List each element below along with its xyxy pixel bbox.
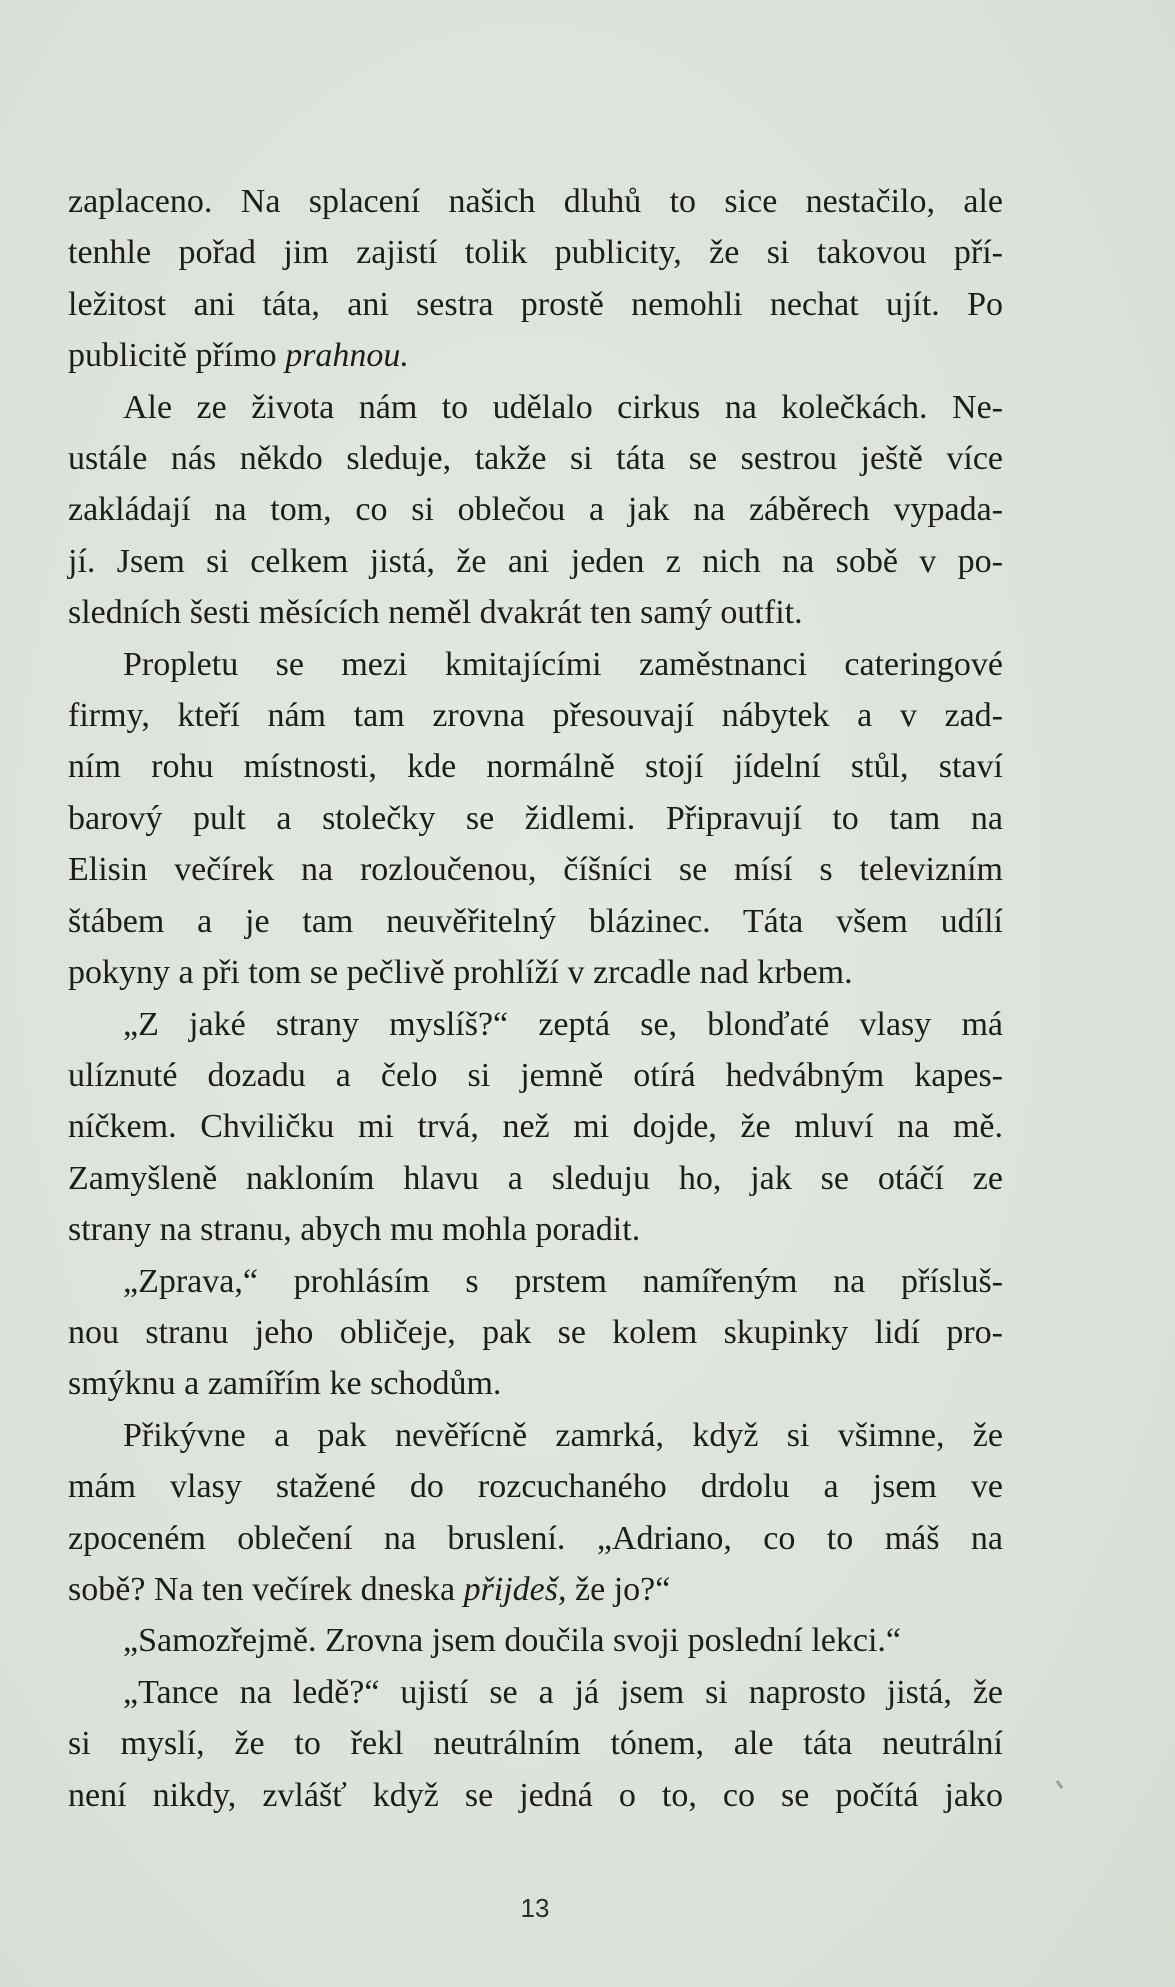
- text-line: sledních šesti měsících neměl dvakrát ten samý outfit.: [68, 594, 803, 632]
- text-line: smýknu a zamířím ke schodům.: [68, 1365, 502, 1403]
- paragraph: [68, 1256, 1003, 1410]
- text-fragment: sobě? Na ten večírek dneska: [68, 1570, 464, 1608]
- text-line: tenhle pořad jim zajistí tolik publicity, že si takovou pří-: [68, 234, 1003, 272]
- text-line: Ale ze života nám to udělalo cirkus na kolečkách. Ne-: [123, 388, 1003, 426]
- text-line: nou stranu jeho obličeje, pak se kolem skupinky lidí pro-: [68, 1313, 1003, 1351]
- paragraph: [68, 1667, 1003, 1821]
- text-line: níčkem. Chviličku mi trvá, než mi dojde, že mluví na mě.: [68, 1108, 1003, 1146]
- text-line: mám vlasy stažené do rozcuchaného drdolu a jsem ve: [68, 1468, 1003, 1506]
- text-line: „Z jaké strany myslíš?“ zeptá se, blonďaté vlasy má: [123, 1005, 1003, 1043]
- paragraph: [68, 176, 1003, 382]
- text-line: není nikdy, zvlášť když se jedná o to, co se počítá jako: [68, 1776, 1003, 1814]
- text-line: ustále nás někdo sleduje, takže si táta se sestrou ještě více: [68, 440, 1003, 478]
- text-line: barový pult a stolečky se židlemi. Připravují to tam na: [68, 799, 1003, 837]
- paragraph: [68, 1615, 1003, 1666]
- text-line: Zamyšleně nakloním hlavu a sleduju ho, jak se otáčí ze: [68, 1159, 1003, 1197]
- text-line: „Zprava,“ prohlásím s prstem namířeným na přísluš-: [123, 1262, 1003, 1300]
- italic-text: prahnou.: [285, 337, 409, 375]
- text-line: „Samozřejmě. Zrovna jsem doučila svoji poslední lekci.“: [123, 1622, 901, 1660]
- paragraph: [68, 639, 1003, 999]
- body-text: [68, 176, 1003, 1821]
- text-line: ulíznuté dozadu a čelo si jemně otírá hedvábným kapes-: [68, 1056, 1003, 1094]
- text-line: strany na stranu, abych mu mohla poradit.: [68, 1211, 641, 1249]
- italic-text: přijdeš,: [463, 1570, 567, 1608]
- text-fragment: publicitě přímo: [68, 337, 286, 375]
- text-line: zpoceném oblečení na bruslení. „Adriano, co to máš na: [68, 1519, 1003, 1557]
- text-line: firmy, kteří nám tam zrovna přesouvají nábytek a v zad-: [68, 697, 1003, 735]
- text-line: zaplaceno. Na splacení našich dluhů to sice nestačilo, ale: [68, 183, 1003, 220]
- text-line: Propletu se mezi kmitajícími zaměstnanci cateringové: [123, 645, 1003, 683]
- text-fragment: že jo?“: [566, 1570, 671, 1608]
- margin-mark: [1056, 1780, 1064, 1789]
- text-line: jí. Jsem si celkem jistá, že ani jeden z nich na sobě v po-: [68, 542, 1003, 580]
- text-line: štábem a je tam neuvěřitelný blázinec. Táta všem udílí: [68, 902, 1003, 940]
- page-number: 13: [520, 1893, 550, 1923]
- text-line: ním rohu místnosti, kde normálně stojí jídelní stůl, staví: [68, 748, 1003, 786]
- text-line: pokyny a při tom se pečlivě prohlíží v zrcadle nad krbem.: [68, 954, 853, 992]
- text-line: „Tance na ledě?“ ujistí se a já jsem si naprosto jistá, že: [123, 1673, 1003, 1711]
- paragraph: [68, 382, 1003, 639]
- text-line: Přikývne a pak nevěřícně zamrká, když si všimne, že: [123, 1416, 1003, 1454]
- text-line: zakládají na tom, co si oblečou a jak na záběrech vypada-: [68, 491, 1003, 529]
- text-line: [68, 330, 1003, 381]
- paragraph: [68, 1410, 1003, 1616]
- paragraph: [68, 999, 1003, 1256]
- text-line: si myslí, že to řekl neutrálním tónem, ale táta neutrální: [68, 1725, 1003, 1763]
- text-line: ležitost ani táta, ani sestra prostě nemohli nechat ujít. Po: [68, 285, 1003, 323]
- text-line: [68, 1564, 1003, 1615]
- text-line: Elisin večírek na rozloučenou, číšníci se mísí s televizním: [68, 851, 1003, 889]
